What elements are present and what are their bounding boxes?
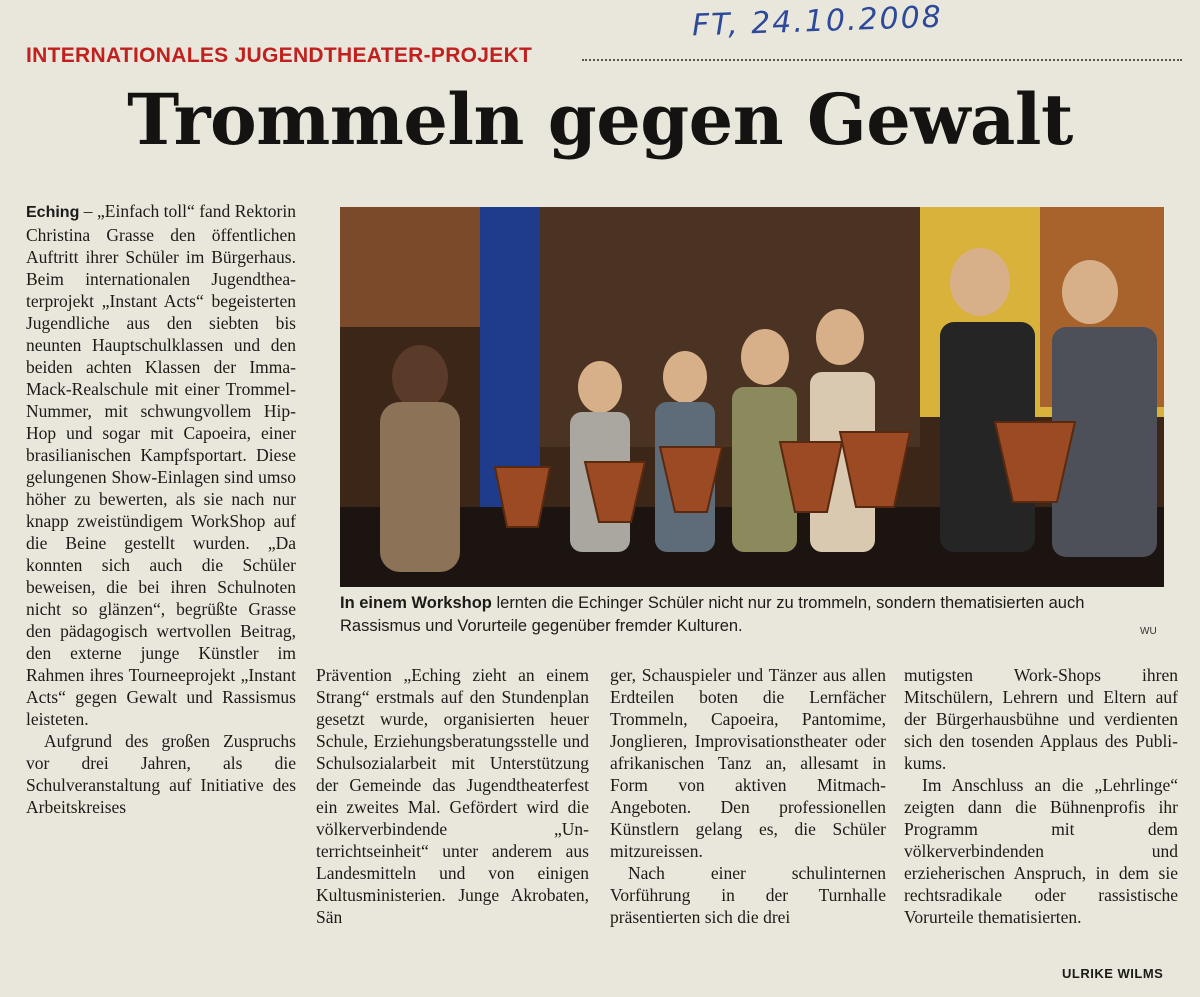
kicker-dotted-rule xyxy=(582,59,1182,61)
paragraph: Prävention „Eching zieht an einem Strang“ erstmals auf den Stundenplan gesetzt wurde, organisierten heuer Schule, Erziehungsberatungsstelle und Schulsozialarbeit mit Unterstützung der Gemeinde das Jugendtheaterfest ein zweites Mal. Gefördert wird die völkerverbindende „Unterrichtseinheit“ unter anderem aus Landesmitteln und von einigen Kultusministerien. Junge Akrobaten, Sän xyxy=(316,665,589,927)
caption-lead: In einem Workshop xyxy=(340,594,492,612)
dateline: Eching xyxy=(26,204,80,221)
caption-text: lernten die Echinger Schüler nicht nur zu trommeln, sondern thematisierten auch Rassismus und Vorurteile gegenüber fremder Kulturen. xyxy=(340,594,1085,635)
article-column-1 xyxy=(26,200,296,818)
article-column-2 xyxy=(316,664,589,928)
drum-workshop-photo xyxy=(340,207,1164,587)
paragraph: ger, Schauspieler und Tänzer aus allen Erdteilen boten die Lernfächer Trommeln, Capoeira, Pantomime, Jonglieren, Improvisationstheater oder afrikanischen Tanz an, allesamt in Form von aktiven Mitmach-Angeboten. Den professionellen Künstlern gelang es, die Schüler mitzureissen. xyxy=(610,665,886,861)
article-photo xyxy=(340,207,1164,587)
paragraph xyxy=(26,200,296,730)
photo-credit: WU xyxy=(1140,626,1157,637)
article-column-3 xyxy=(610,664,886,928)
author-byline: ULRIKE WILMS xyxy=(1062,966,1164,981)
paragraph-text: – „Einfach toll“ fand Rektorin Christina Grasse den öffentlichen Auftritt ihrer Schüler im Bürgerhaus. Beim internationalen Jugendtheaterprojekt „Instant Acts“ begeisterten Jugendliche aus den siebten bis neunten Hauptschulklassen und den beiden achten Klassen der Imma-Mack-Realschule mit einer Trommel-Nummer, mit schwungvollem Hip-Hop und sogar mit Capoeira, einer brasilianischen Kampfsportart. Diese gelungenen Show-Einlagen sind umso höher zu bewerten, als sie nach nur knapp zweistündigem WorkShop auf die Beine gestellt wurden. „Da konnten sich auch die Schüler beweisen, die bei ihren Schulnoten nicht so glänzen“, begrüßte Grasse den pädagogisch wertvollen Beitrag, den externe junge Künstler im Rahmen ihres Tourneeprojekt „Instant Acts“ gegen Gewalt und Rassismus leisteten. xyxy=(26,201,296,729)
photo-caption xyxy=(340,592,1130,638)
paragraph: Nach einer schulinternen Vorführung in der Turnhalle präsentierten sich die drei xyxy=(610,863,886,927)
paragraph: Aufgrund des großen Zuspruchs vor drei Jahren, als die Schulveranstaltung auf Initiative des Arbeitskreises xyxy=(26,731,296,817)
paragraph: mutigsten Work-Shops ihren Mitschülern, Lehrern und Eltern auf der Bürgerhausbühne und verdienten sich den tosenden Applaus des Publikums. xyxy=(904,665,1178,773)
article-column-4 xyxy=(904,664,1178,928)
section-kicker: INTERNATIONALES JUGENDTHEATER-PROJEKT xyxy=(26,44,533,67)
headline: Trommeln gegen Gewalt xyxy=(127,78,1073,161)
handwritten-date-note: FT, 24.10.2008 xyxy=(691,0,944,44)
paragraph: Im Anschluss an die „Lehrlinge“ zeigten dann die Bühnenprofis ihr Programm mit dem völkerverbindenden und erzieherischen Anspruch, in dem sie rechtsradikale oder rassistische Vorurteile thematisierten. xyxy=(904,775,1178,927)
